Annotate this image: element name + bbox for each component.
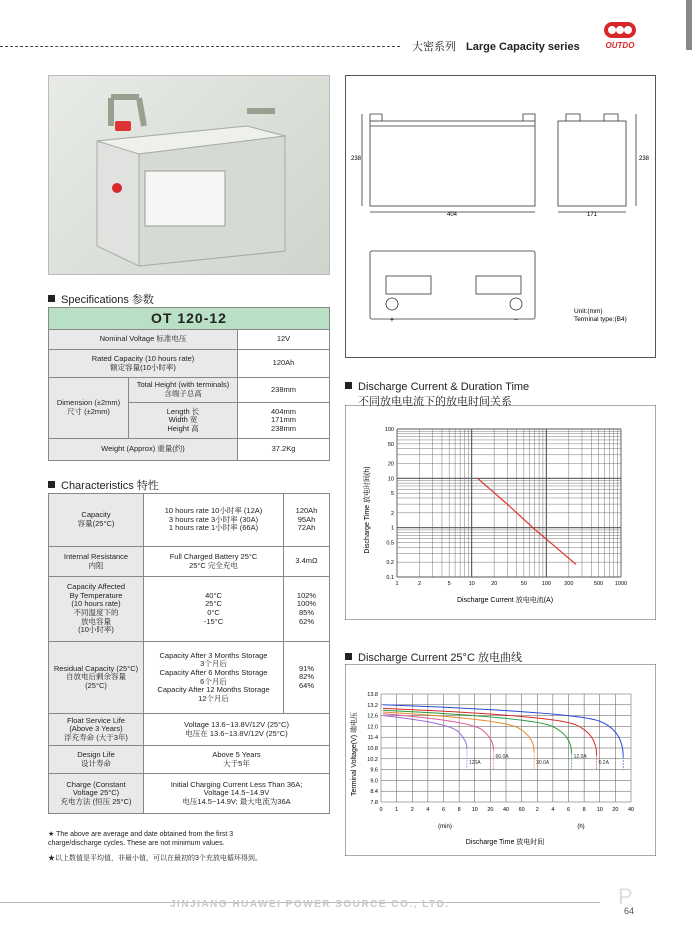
resistance-value: 3.4mΩ	[284, 547, 330, 577]
x-tick-label: 20	[487, 807, 494, 813]
series-line	[383, 705, 623, 757]
header-rule	[0, 46, 400, 47]
x-tick-label: 0	[379, 807, 383, 813]
char-table	[48, 493, 330, 814]
length-dim: 404	[446, 212, 458, 218]
weight-label: Weight (Approx) 重量(约)	[49, 439, 238, 461]
y-tick-label: 50	[387, 441, 394, 448]
x-tick-label: 2	[410, 807, 414, 813]
x-tick-label: 6	[566, 807, 571, 813]
spec-title: Specifications 参数	[48, 291, 154, 307]
float-value: Voltage 13.6~13.8V/12V (25°C) 电压在 13.6~13.8V/12V (25°C)	[144, 714, 330, 746]
y-tick-label: 10.8	[367, 746, 378, 752]
residual-list: Capacity After 3 Months Storage 3个月后 Capacity After 6 Months Storage 6个月后 Capacity After 12 Months Storage 12个月后	[144, 642, 284, 714]
resistance-cond: Full Charged Battery 25°C 25°C 完全充电	[144, 547, 284, 577]
capacity-label: Capacity 容量(25°C)	[49, 494, 144, 547]
y-tick-label: 7.8	[370, 800, 378, 806]
temp-label: Capacity Affected By Temperature (10 hours rate) 不同温度下的 放电容量 (10小时率)	[49, 577, 144, 642]
svg-text:OUTDO: OUTDO	[605, 41, 635, 50]
y-tick-label: 10	[387, 476, 394, 483]
x-tick-label: 2	[417, 581, 422, 587]
header-title: 大密系列 Large Capacity series	[412, 41, 580, 53]
outdo-logo	[600, 18, 640, 52]
y-tick-label: 12.6	[367, 713, 378, 720]
y-tick-label: 2	[390, 510, 394, 517]
dimension-label: Dimension (±2mm) 尺寸 (±2mm)	[49, 378, 129, 439]
chart1-xlabel: Discharge Current 放电电流(A)	[456, 597, 554, 604]
resistance-label: Internal Resistance 内阻	[49, 547, 144, 577]
plus-mark: +	[389, 315, 395, 324]
height-dim: 238	[350, 156, 362, 162]
terminal-label: Terminal type:(B4)	[574, 316, 627, 323]
residual-values: 91% 82% 64%	[284, 642, 330, 714]
chart1-ylabel: Discharge Time 放电时间(h)	[364, 466, 371, 554]
model-name: OT 120-12	[49, 308, 330, 330]
x-tick-label: 8	[457, 807, 461, 813]
design-life-label: Design Life 设计寿命	[49, 746, 144, 774]
y-tick-label: 8.4	[370, 789, 378, 796]
min-label: (min)	[438, 824, 452, 830]
x-tick-label: 10	[471, 807, 478, 813]
lwh-value: 404mm 171mm 238mm	[238, 403, 330, 439]
series-label: 12.0A	[573, 753, 587, 760]
y-tick-label: 13.2	[367, 702, 378, 709]
chart1-title: Discharge Current & Duration Time	[345, 381, 529, 393]
x-tick-label: 1000	[614, 581, 628, 587]
total-height-label: Total Height (with terminals) 含端子总高	[129, 378, 238, 403]
x-tick-label: 100	[541, 581, 551, 587]
h-label: (h)	[577, 824, 585, 830]
x-tick-label: 10	[468, 581, 475, 587]
x-tick-label: 1	[395, 581, 399, 587]
x-tick-label: 20	[491, 581, 498, 587]
y-tick-label: 10.2	[367, 756, 378, 763]
capacity-rates: 10 hours rate 10小时率 (12A) 3 hours rate 3小时率 (30A) 1 hours rate 1小时率 (66A)	[144, 494, 284, 547]
x-tick-label: 40	[502, 807, 510, 813]
chart2-title: Discharge Current 25°C 放电曲线	[345, 649, 522, 665]
x-tick-label: 40	[627, 807, 635, 813]
height2-dim: 238	[638, 156, 650, 162]
weight-value: 37.2Kg	[238, 439, 330, 461]
capacity-values: 120Ah 95Ah 72Ah	[284, 494, 330, 547]
residual-label: Residual Capacity (25°C) 自放电后剩余容量 (25°C)	[49, 642, 144, 714]
float-label: Float Service Life (Above 3 Years) 浮充寿命 (大于3年)	[49, 714, 144, 746]
x-tick-label: 4	[551, 807, 555, 813]
y-tick-label: 5	[390, 491, 394, 498]
y-tick-label: 100	[384, 427, 394, 433]
lwh-label: Length 长 Width 宽 Height 高	[129, 403, 238, 439]
series-label: 120A	[468, 760, 481, 767]
design-life-value: Above 5 Years 大于5年	[144, 746, 330, 774]
rated-capacity-value: 120Ah	[238, 350, 330, 378]
x-tick-label: 20	[612, 807, 619, 813]
x-tick-label: 60	[518, 807, 525, 813]
chart2	[345, 664, 656, 856]
series-label: 66.0A	[495, 753, 509, 760]
edge-strip	[686, 0, 692, 50]
charge-label: Charge (Constant Voltage 25°C) 充电方法 (恒压 25°C)	[49, 774, 144, 814]
note-en: ★ The above are average and date obtained from the first 3 charge/discharge cycles. These are not minimum values.	[48, 831, 234, 848]
y-tick-label: 9.0	[370, 778, 378, 785]
charge-value: Initial Charging Current Less Than 36A; Voltage 14.5~14.9V 电压14.5~14.9V; 最大电流为36A	[144, 774, 330, 814]
minus-mark: −	[513, 315, 519, 324]
y-tick-label: 11.4	[367, 735, 378, 742]
x-tick-label: 2	[535, 807, 539, 813]
chart2-ylabel: Terminal Voltage(V) 端电压	[351, 711, 358, 797]
x-tick-label: 500	[593, 581, 604, 587]
dimension-drawing	[345, 75, 656, 358]
rated-capacity-label: Rated Capacity (10 hours rate) 额定容量(10小时率)	[49, 350, 238, 378]
y-tick-label: 0.5	[386, 540, 394, 547]
chart1	[345, 405, 656, 620]
y-tick-label: 0.1	[386, 575, 394, 581]
y-tick-label: 0.2	[386, 560, 394, 567]
temp-list: 40°C 25°C 0°C -15°C	[144, 577, 284, 642]
page-letter: P	[618, 884, 633, 909]
nominal-voltage-label: Nominal Voltage 标准电压	[49, 330, 238, 350]
chart2-xlabel: Discharge Time 放电时间	[465, 839, 545, 846]
x-tick-label: 4	[426, 807, 430, 813]
series-label: 30.0A	[536, 760, 550, 767]
series-line	[383, 716, 467, 748]
y-tick-label: 9.6	[370, 767, 378, 774]
battery-photo	[48, 75, 330, 275]
unit-label: Unit:(mm)	[574, 308, 603, 315]
y-tick-label: 13.8	[367, 692, 378, 698]
nominal-voltage-value: 12V	[238, 330, 330, 350]
x-tick-label: 8	[582, 807, 586, 813]
temp-values: 102% 100% 85% 62%	[284, 577, 330, 642]
width-dim: 171	[586, 212, 598, 218]
x-tick-label: 1	[395, 807, 399, 813]
page-number: 64	[624, 906, 635, 916]
x-tick-label: 6	[441, 807, 446, 813]
y-tick-label: 1	[390, 525, 394, 532]
company-name: JINJIANG HUAWEI POWER SOURCE CO., LTD.	[170, 899, 450, 910]
x-tick-label: 5	[447, 581, 451, 587]
x-tick-label: 10	[596, 807, 603, 813]
y-tick-label: 20	[387, 461, 394, 468]
note-cn: ★以上数值是平均值，非最小值，可以在最初的3个充放电循环得到。	[48, 855, 262, 862]
chart1-subtitle: 不同放电电流下的放电时间关系	[358, 396, 512, 408]
total-height-value: 238mm	[238, 378, 330, 403]
x-tick-label: 50	[520, 581, 527, 587]
series-line	[478, 478, 576, 564]
series-label: 0.2A	[598, 760, 609, 767]
y-tick-label: 12.0	[367, 724, 378, 731]
x-tick-label: 200	[564, 581, 574, 587]
spec-table	[48, 307, 330, 461]
char-title: Characteristics 特性	[48, 477, 159, 493]
